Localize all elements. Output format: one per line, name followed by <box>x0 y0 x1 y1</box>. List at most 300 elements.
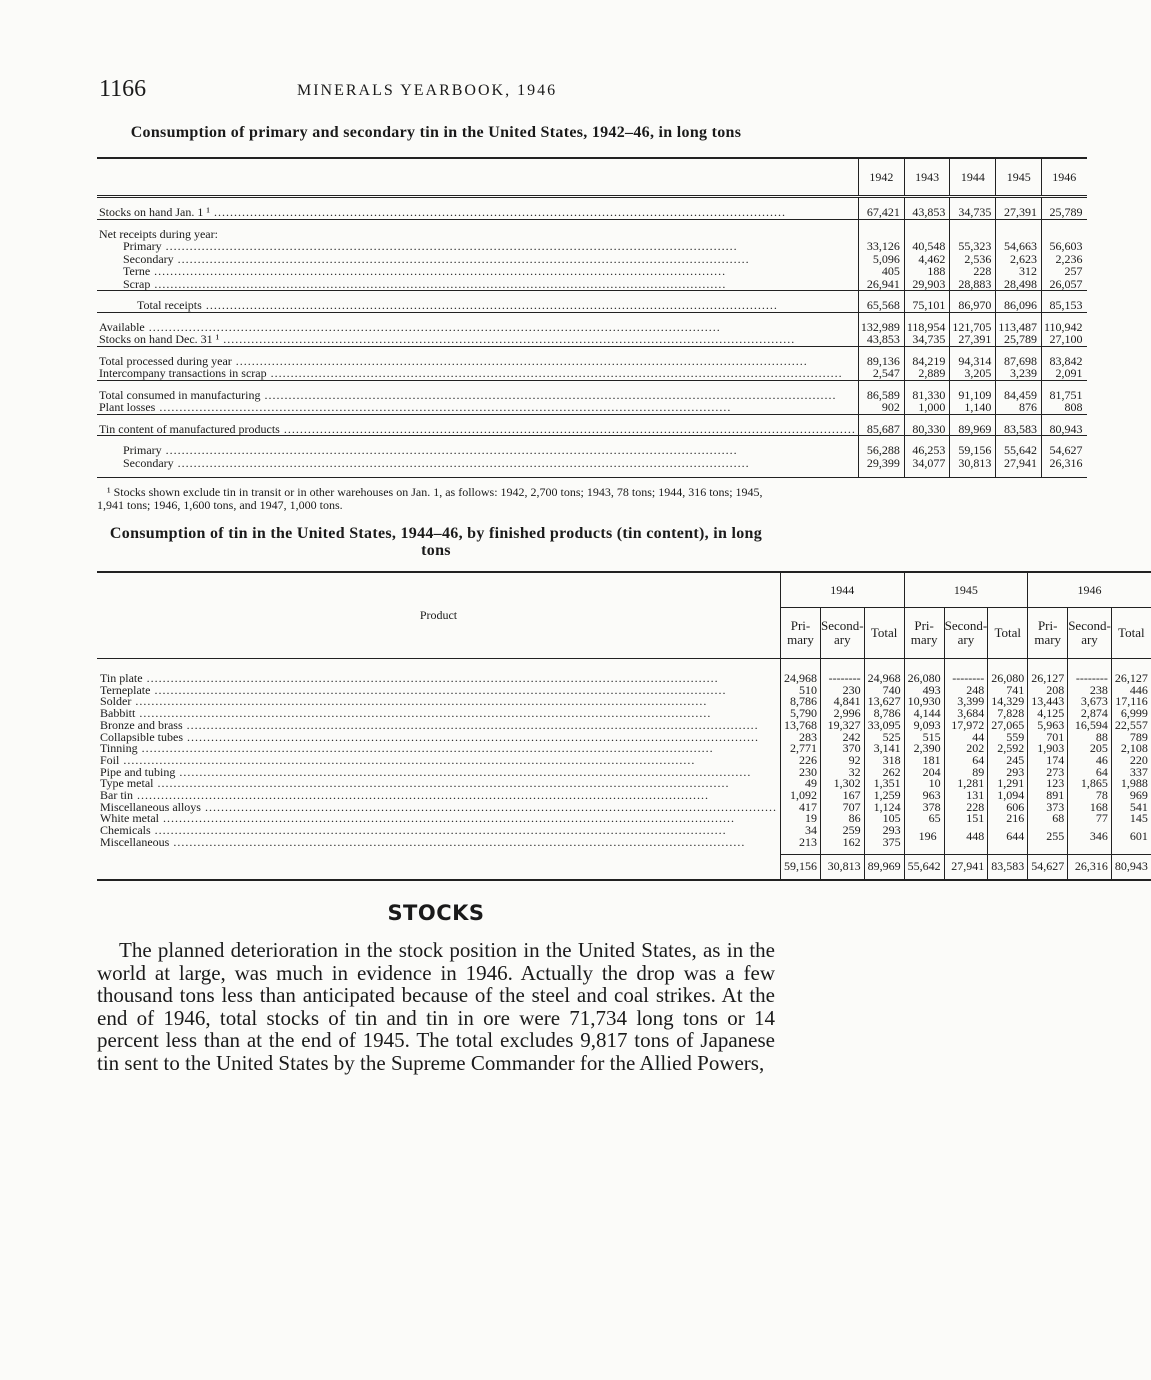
row-label: Primary ..... <box>97 240 858 253</box>
cell-value: 2,108 <box>1111 743 1151 755</box>
cell-value: 26,080 <box>988 673 1028 685</box>
spacer-cell <box>97 469 858 478</box>
cell-value: 86,096 <box>996 299 1042 312</box>
cell-value: 89 <box>944 767 988 779</box>
cell-value: 493 <box>904 685 944 697</box>
cell-value: 204 <box>904 767 944 779</box>
row-label: Collapsible tubes ..... <box>97 732 780 744</box>
cell-value: 1,259 <box>864 790 904 802</box>
cell-value: 113,487 <box>996 321 1042 334</box>
cell-value: 196 <box>904 825 944 848</box>
cell-value: 337 <box>1111 767 1151 779</box>
row-label: Foil ..... <box>97 755 780 767</box>
cell-value: 40,548 <box>904 240 950 253</box>
cell-value: 3,684 <box>944 708 988 720</box>
cell-value: 29,903 <box>904 278 950 291</box>
table-row <box>97 333 1087 346</box>
cell-value: 19,327 <box>820 720 864 732</box>
cell-value: 26,057 <box>1041 278 1086 291</box>
cell-value: 83,583 <box>988 855 1028 881</box>
cell-value: 1,092 <box>780 790 820 802</box>
cell-value: 26,941 <box>858 278 904 291</box>
cell-value: 59,156 <box>780 855 820 881</box>
column-subheader: Total <box>988 608 1028 659</box>
cell-value: 740 <box>864 685 904 697</box>
cell-value: 1,903 <box>1028 743 1068 755</box>
cell-value: 55,642 <box>904 855 944 881</box>
cell-value: 118,954 <box>904 321 950 334</box>
table2-year-row <box>97 572 1151 608</box>
cell-value: 2,889 <box>904 367 950 380</box>
cell-value: 293 <box>864 825 904 837</box>
table-row <box>97 401 1087 414</box>
cell-value: 1,291 <box>988 778 1028 790</box>
year-header: 1945 <box>904 572 1028 608</box>
cell-value: 75,101 <box>904 299 950 312</box>
cell-value: 2,592 <box>988 743 1028 755</box>
cell-value: 378 <box>904 802 944 814</box>
row-label: Net receipts during year: <box>99 226 218 241</box>
table1-footnote: ¹ Stocks shown exclude tin in transit or in other warehouses on Jan. 1, as follows: 1942, 2,700 tons; 1943, 78 tons; 1944, 316 tons; 1945, 1,941 tons; 1946, 1,600 tons, and 1947, 1,000 tons. <box>97 485 763 512</box>
cell-value: 64 <box>1068 767 1112 779</box>
cell-value: 3,205 <box>950 367 996 380</box>
table-row <box>97 240 1087 253</box>
row-label: Chemicals ..... <box>97 825 780 837</box>
page-number: 1166 <box>99 76 147 102</box>
row-label: Available ..... <box>97 321 858 334</box>
cell-value: 34,735 <box>950 206 996 219</box>
cell-value: 34 <box>780 825 820 837</box>
cell-value: 205 <box>1068 743 1112 755</box>
cell-value: 2,091 <box>1041 367 1086 380</box>
cell-value: 85,153 <box>1041 299 1086 312</box>
cell-value: 26,080 <box>904 673 944 685</box>
year-header: 1942 <box>858 158 904 197</box>
cell-value: 24,968 <box>780 673 820 685</box>
cell-value: 216 <box>988 813 1028 825</box>
cell-value: 318 <box>864 755 904 767</box>
cell-value: 83,842 <box>1041 355 1086 368</box>
tin-consumption-table <box>97 157 1087 478</box>
cell-value: 85,687 <box>858 423 904 436</box>
cell-value: 84,219 <box>904 355 950 368</box>
column-subheader: Second- ary <box>1068 608 1112 659</box>
row-label: Intercompany transactions in scrap ..... <box>97 367 858 380</box>
row-label: Total receipts ..... <box>97 299 858 312</box>
cell-value: 68 <box>1028 813 1068 825</box>
cell-value: 5,963 <box>1028 720 1068 732</box>
table-row <box>97 457 1087 470</box>
cell-value: 91,109 <box>950 389 996 402</box>
cell-value: 707 <box>820 802 864 814</box>
cell-value: 89,136 <box>858 355 904 368</box>
cell-value: 2,996 <box>820 708 864 720</box>
cell-value: 22,557 <box>1111 720 1151 732</box>
year-header: 1944 <box>780 572 904 608</box>
cell-value: 181 <box>904 755 944 767</box>
cell-value: 151 <box>944 813 988 825</box>
cell-value: 226 <box>780 755 820 767</box>
cell-value: 131 <box>944 790 988 802</box>
cell-value: 741 <box>988 685 1028 697</box>
row-label: White metal ..... <box>97 813 780 825</box>
row-label: Plant losses ..... <box>97 401 858 414</box>
row-label: Miscellaneous alloys ..... <box>97 802 780 814</box>
spacer-cell <box>996 469 1042 478</box>
finished-products-table <box>97 571 1151 881</box>
cell-value: 65 <box>904 813 944 825</box>
cell-value: 29,399 <box>858 457 904 470</box>
cell-value: -------- <box>1068 673 1112 685</box>
table-row <box>97 367 1087 380</box>
year-header: 1943 <box>904 158 950 197</box>
cell-value: 43,853 <box>858 333 904 346</box>
cell-value: 259 <box>820 825 864 837</box>
cell-value: 87,698 <box>996 355 1042 368</box>
table-row <box>97 444 1087 457</box>
cell-value: 86,970 <box>950 299 996 312</box>
cell-value: 4,125 <box>1028 708 1068 720</box>
cell-value: 273 <box>1028 767 1068 779</box>
cell-value: 963 <box>904 790 944 802</box>
cell-value: 17,972 <box>944 720 988 732</box>
cell-value: 644 <box>988 825 1028 848</box>
cell-value: 55,323 <box>950 240 996 253</box>
cell-value: 30,813 <box>950 457 996 470</box>
year-header: 1946 <box>1028 572 1151 608</box>
table-row <box>97 278 1087 291</box>
year-header: 1946 <box>1041 158 1086 197</box>
row-label: Terne ..... <box>97 265 858 278</box>
cell-value: 28,498 <box>996 278 1042 291</box>
cell-value: 242 <box>820 732 864 744</box>
cell-value: 80,943 <box>1111 855 1151 881</box>
column-subheader: Total <box>864 608 904 659</box>
cell-value: 88 <box>1068 732 1112 744</box>
cell-value: 245 <box>988 755 1028 767</box>
cell-value: 2,623 <box>996 253 1042 266</box>
cell-value: 346 <box>1068 825 1112 848</box>
column-subheader: Total <box>1111 608 1151 659</box>
cell-value: 43,853 <box>904 206 950 219</box>
cell-value: 13,627 <box>864 696 904 708</box>
cell-value: 78 <box>1068 790 1112 802</box>
cell-value: 248 <box>944 685 988 697</box>
cell-value: 213 <box>780 837 820 849</box>
cell-value: 54,627 <box>1028 855 1068 881</box>
cell-value: 27,391 <box>996 206 1042 219</box>
cell-value: 208 <box>1028 685 1068 697</box>
spacer-cell <box>858 469 904 478</box>
row-label: Bronze and brass ..... <box>97 720 780 732</box>
cell-value: 202 <box>944 743 988 755</box>
cell-value: 80,330 <box>904 423 950 436</box>
cell-value: 228 <box>944 802 988 814</box>
table-row <box>97 299 1087 312</box>
cell-value: 162 <box>820 837 864 849</box>
cell-value: 1,302 <box>820 778 864 790</box>
body-paragraph: The planned deterioration in the stock position in the United States, as in the world at large, was much in evidence in 1946. Actually the drop was a few thousand tons less than anticipated because of the steel and coal strikes. At the end of 1946, total stocks of tin and tin in ore were 71,734 long tons or 14 percent less than at the end of 1945. The total excludes 9,817 tons of Japanese tin sent to the United States by the Supreme Commander for the Allied Powers, <box>97 938 775 1076</box>
column-subheader: Pri- mary <box>1028 608 1068 659</box>
cell-value: 230 <box>820 685 864 697</box>
cell-value: 220 <box>1111 755 1151 767</box>
cell-value: 30,813 <box>820 855 864 881</box>
cell-value: 510 <box>780 685 820 697</box>
cell-value: 312 <box>996 265 1042 278</box>
row-label: Total processed during year ..... <box>97 355 858 368</box>
cell-value: 65,568 <box>858 299 904 312</box>
cell-value: 83,583 <box>996 423 1042 436</box>
cell-value: 27,941 <box>944 855 988 881</box>
cell-value: 4,144 <box>904 708 944 720</box>
table1-caption: Consumption of primary and secondary tin in the United States, 1942–46, in long tons <box>130 124 742 141</box>
cell-value: 255 <box>1028 825 1068 848</box>
cell-value: 46,253 <box>904 444 950 457</box>
cell-value: 27,941 <box>996 457 1042 470</box>
cell-value: 86,589 <box>858 389 904 402</box>
cell-value: 27,100 <box>1041 333 1086 346</box>
cell-value: -------- <box>944 673 988 685</box>
page <box>97 76 1148 1076</box>
year-header: 1944 <box>950 158 996 197</box>
cell-value: 559 <box>988 732 1028 744</box>
cell-value: 80,943 <box>1041 423 1086 436</box>
cell-value: 293 <box>988 767 1028 779</box>
cell-value: 541 <box>1111 802 1151 814</box>
cell-value: 606 <box>988 802 1028 814</box>
table-row <box>97 423 1087 436</box>
row-label: Secondary ..... <box>97 253 858 266</box>
cell-value: 2,390 <box>904 743 944 755</box>
page-header <box>97 76 775 106</box>
cell-value: 876 <box>996 401 1042 414</box>
cell-value: 94,314 <box>950 355 996 368</box>
cell-value: 1,094 <box>988 790 1028 802</box>
table-row <box>97 206 1087 219</box>
row-label: Tinning ..... <box>97 743 780 755</box>
cell-value: 257 <box>1041 265 1086 278</box>
cell-value: 3,673 <box>1068 696 1112 708</box>
cell-value: 10,930 <box>904 696 944 708</box>
row-label: Stocks on hand Dec. 31 ¹ ..... <box>97 333 858 346</box>
row-label: Babbitt ..... <box>97 708 780 720</box>
cell-value: 1,140 <box>950 401 996 414</box>
spacer-cell <box>904 219 950 228</box>
cell-value: 54,663 <box>996 240 1042 253</box>
cell-value: 5,790 <box>780 708 820 720</box>
cell-value: 13,768 <box>780 720 820 732</box>
totals-row <box>97 855 1151 881</box>
cell-value: 262 <box>864 767 904 779</box>
row-label: Secondary ..... <box>97 457 858 470</box>
cell-value: 105 <box>864 813 904 825</box>
cell-value: 2,547 <box>858 367 904 380</box>
cell-value: 25,789 <box>996 333 1042 346</box>
cell-value: 13,443 <box>1028 696 1068 708</box>
row-label: Total consumed in manufacturing ..... <box>97 389 858 402</box>
cell-value: 1,351 <box>864 778 904 790</box>
cell-value: 26,127 <box>1028 673 1068 685</box>
cell-value: 110,942 <box>1041 321 1086 334</box>
cell-value: 174 <box>1028 755 1068 767</box>
cell-value: -------- <box>820 673 864 685</box>
cell-value: 525 <box>864 732 904 744</box>
spacer-cell <box>950 219 996 228</box>
cell-value: 3,399 <box>944 696 988 708</box>
spacer-cell <box>858 219 904 228</box>
cell-value: 3,141 <box>864 743 904 755</box>
column-subheader: Pri- mary <box>780 608 820 659</box>
column-subheader: Second- ary <box>944 608 988 659</box>
cell-value: 56,288 <box>858 444 904 457</box>
cell-value: 370 <box>820 743 864 755</box>
cell-value: 81,751 <box>1041 389 1086 402</box>
cell-value: 188 <box>904 265 950 278</box>
cell-value: 2,536 <box>950 253 996 266</box>
cell-value: 54,627 <box>1041 444 1086 457</box>
cell-value: 238 <box>1068 685 1112 697</box>
cell-value: 132,989 <box>858 321 904 334</box>
cell-value: 14,329 <box>988 696 1028 708</box>
spacer-cell <box>904 469 950 478</box>
cell-value: 145 <box>1111 813 1151 825</box>
year-header: 1945 <box>996 158 1042 197</box>
cell-value: 26,127 <box>1111 673 1151 685</box>
cell-value: 33,095 <box>864 720 904 732</box>
cell-value: 4,841 <box>820 696 864 708</box>
cell-value: 417 <box>780 802 820 814</box>
cell-value: 8,786 <box>780 696 820 708</box>
cell-value: 89,969 <box>950 423 996 436</box>
cell-value: 84,459 <box>996 389 1042 402</box>
cell-value: 32 <box>820 767 864 779</box>
cell-value: 902 <box>858 401 904 414</box>
cell-value: 25,789 <box>1041 206 1086 219</box>
cell-value: 56,603 <box>1041 240 1086 253</box>
cell-value: 2,771 <box>780 743 820 755</box>
cell-value: 81,330 <box>904 389 950 402</box>
cell-value: 34,735 <box>904 333 950 346</box>
cell-value: 701 <box>1028 732 1068 744</box>
column-subheader: Second- ary <box>820 608 864 659</box>
cell-value: 24,968 <box>864 673 904 685</box>
cell-value: 2,874 <box>1068 708 1112 720</box>
spacer-cell <box>1041 469 1086 478</box>
cell-value: 33,126 <box>858 240 904 253</box>
cell-value: 6,999 <box>1111 708 1151 720</box>
cell-value: 46 <box>1068 755 1112 767</box>
cell-value: 446 <box>1111 685 1151 697</box>
row-label: Pipe and tubing ..... <box>97 767 780 779</box>
cell-value: 89,969 <box>864 855 904 881</box>
cell-value: 9,093 <box>904 720 944 732</box>
cell-value: 167 <box>820 790 864 802</box>
cell-value: 17,116 <box>1111 696 1151 708</box>
cell-value: 1,865 <box>1068 778 1112 790</box>
product-header: Product <box>97 572 780 659</box>
row-label: Tin plate ..... <box>97 673 780 685</box>
cell-value: 26,316 <box>1068 855 1112 881</box>
row-label: Stocks on hand Jan. 1 ¹ ..... <box>97 206 858 219</box>
cell-value: 891 <box>1028 790 1068 802</box>
cell-value: 8,786 <box>864 708 904 720</box>
row-label: Primary ..... <box>97 444 858 457</box>
section-title: STOCKS <box>387 901 485 926</box>
cell-value: 121,705 <box>950 321 996 334</box>
cell-value: 373 <box>1028 802 1068 814</box>
cell-value: 64 <box>944 755 988 767</box>
cell-value: 27,391 <box>950 333 996 346</box>
cell-value: 1,000 <box>904 401 950 414</box>
spacer-row <box>97 219 1087 228</box>
cell-value: 2,236 <box>1041 253 1086 266</box>
cell-value: 59,156 <box>950 444 996 457</box>
cell-value: 969 <box>1111 790 1151 802</box>
cell-value: 27,065 <box>988 720 1028 732</box>
cell-value: 375 <box>864 837 904 849</box>
cell-value: 55,642 <box>996 444 1042 457</box>
cell-value: 1,281 <box>944 778 988 790</box>
cell-value: 67,421 <box>858 206 904 219</box>
cell-value: 283 <box>780 732 820 744</box>
row-label: Type metal ..... <box>97 778 780 790</box>
cell-value: 4,462 <box>904 253 950 266</box>
cell-value: 7,828 <box>988 708 1028 720</box>
cell-value: 28,883 <box>950 278 996 291</box>
cell-value: 515 <box>904 732 944 744</box>
cell-value: 123 <box>1028 778 1068 790</box>
cell-value: 230 <box>780 767 820 779</box>
cell-value: 16,594 <box>1068 720 1112 732</box>
cell-value: 34,077 <box>904 457 950 470</box>
cell-value: 808 <box>1041 401 1086 414</box>
table1-stub-header <box>97 158 858 197</box>
table1-header-row <box>97 158 1087 197</box>
spacer-cell <box>996 219 1042 228</box>
cell-value: 789 <box>1111 732 1151 744</box>
cell-value: 1,988 <box>1111 778 1151 790</box>
cell-value: 448 <box>944 825 988 848</box>
row-label: Terneplate ..... <box>97 685 780 697</box>
table-row <box>97 265 1087 278</box>
totals-label <box>97 855 780 881</box>
spacer-row <box>97 469 1087 478</box>
spacer-cell <box>1041 219 1086 228</box>
cell-value: 168 <box>1068 802 1112 814</box>
cell-value: 77 <box>1068 813 1112 825</box>
cell-value: 10 <box>904 778 944 790</box>
cell-value: 3,239 <box>996 367 1042 380</box>
cell-value: 5,096 <box>858 253 904 266</box>
spacer-cell <box>950 469 996 478</box>
cell-value: 601 <box>1111 825 1151 848</box>
running-head: MINERALS YEARBOOK, 1946 <box>297 82 558 99</box>
row-label: Tin content of manufactured products ..... <box>97 423 858 436</box>
cell-value: 49 <box>780 778 820 790</box>
row-label: Bar tin ..... <box>97 790 780 802</box>
row-label: Miscellaneous ..... <box>97 837 780 849</box>
cell-value: 405 <box>858 265 904 278</box>
cell-value: 86 <box>820 813 864 825</box>
cell-value: 228 <box>950 265 996 278</box>
cell-value: 19 <box>780 813 820 825</box>
column-subheader: Pri- mary <box>904 608 944 659</box>
cell-value: 26,316 <box>1041 457 1086 470</box>
cell-value: 1,124 <box>864 802 904 814</box>
row-label: Scrap ..... <box>97 278 858 291</box>
table2-caption: Consumption of tin in the United States, 1944–46, by finished products (tin content), in long tons <box>109 525 763 559</box>
cell-value: 92 <box>820 755 864 767</box>
